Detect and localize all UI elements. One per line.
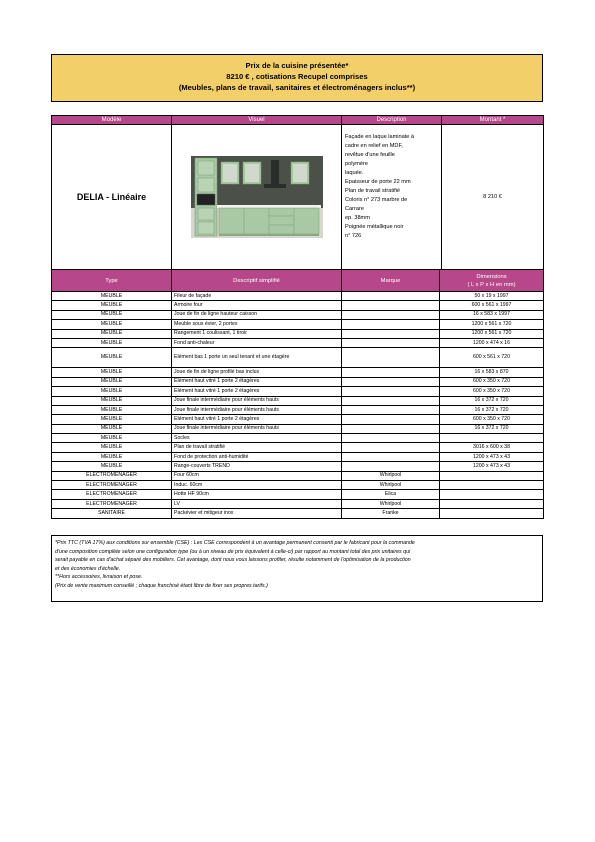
item-desc: Fileur de façade	[172, 292, 342, 301]
item-desc: Fond de protection anti-humidité	[172, 452, 342, 461]
item-brand	[342, 348, 440, 368]
item-dims: 600 x 350 x 720	[440, 387, 544, 396]
col-description: Description	[342, 116, 442, 125]
item-desc: Range-couverts TREND	[172, 462, 342, 471]
item-brand	[342, 396, 440, 405]
item-brand	[342, 301, 440, 310]
item-desc: Fond anti-chaleur	[172, 338, 342, 347]
item-type: MEUBLE	[52, 387, 172, 396]
desc-line: Carrare	[345, 206, 364, 212]
table-row	[52, 443, 544, 452]
item-brand	[342, 434, 440, 443]
item-dims: 1200 x 473 x 43	[440, 452, 544, 461]
desc-line: laquée.	[345, 170, 364, 176]
item-desc: Four 60cm	[172, 471, 342, 480]
item-dims: 16 x 583 x 870	[440, 368, 544, 377]
col-visual: Visuel	[172, 116, 342, 125]
col-amount: Montant *	[442, 116, 544, 125]
item-desc: Joue de fin de ligne profilé bas inclus	[172, 368, 342, 377]
table-row	[52, 462, 544, 471]
dims-title: Dimensions	[476, 273, 507, 280]
item-desc: Induc. 60cm	[172, 481, 342, 490]
kitchen-image	[191, 156, 323, 238]
note-line: (Prix de vente maximum conseillé ; chaque franchisé étant libre de fixer ses propres tarifs.)	[55, 582, 268, 589]
item-type: MEUBLE	[52, 368, 172, 377]
item-type: MEUBLE	[52, 424, 172, 433]
note-line: *Prix TTC (TVA 17%) aux conditions sur ensemble (CSE) : Les CSE correspondent à un avantage permanent consenti par le fabricant pour la commande	[55, 540, 415, 546]
table-row	[52, 509, 544, 518]
item-dims	[440, 509, 544, 518]
table-row	[52, 415, 544, 424]
item-desc: Joue finale intermédiaire pour éléments hauts	[172, 396, 342, 405]
item-dims: 50 x 19 x 1997	[440, 292, 544, 301]
table-row	[52, 310, 544, 319]
table-row	[52, 348, 544, 368]
model-description	[342, 125, 442, 270]
kitchen-visual	[172, 125, 342, 270]
desc-line: ep. 38mm	[345, 215, 370, 221]
note-line: d'une composition complète selon une configuration type (ou à un niveau de prix équivalent à celle-ci) par rapport au montant total des prix unitaires qui	[55, 548, 411, 555]
item-desc: Socles	[172, 434, 342, 443]
item-desc: Rangement 1 coulissant, 1 tiroir	[172, 329, 342, 338]
item-brand	[342, 338, 440, 347]
price-header	[51, 54, 543, 102]
item-type: MEUBLE	[52, 301, 172, 310]
item-type: MEUBLE	[52, 443, 172, 452]
desc-line: Coloris n° 273 marbre de	[345, 197, 408, 203]
item-type: MEUBLE	[52, 292, 172, 301]
item-dims: 600 x 350 x 720	[440, 377, 544, 386]
item-type: MEUBLE	[52, 377, 172, 386]
item-desc: Packévier et mitigeur inox	[172, 509, 342, 518]
desc-line: cadre en relief en MDF,	[345, 143, 403, 149]
item-desc: LV	[172, 499, 342, 508]
table-row	[52, 424, 544, 433]
item-dims	[440, 471, 544, 480]
item-brand	[342, 368, 440, 377]
price-amount: 8210 € , cotisations Recupel comprises	[226, 72, 368, 81]
desc-line: Façade en laque laminate à	[345, 134, 415, 140]
table-row	[52, 434, 544, 443]
item-type: MEUBLE	[52, 415, 172, 424]
item-brand	[342, 415, 440, 424]
table-row	[52, 396, 544, 405]
item-brand	[342, 310, 440, 319]
model-row	[52, 125, 544, 270]
item-type: MEUBLE	[52, 462, 172, 471]
desc-line: Epaisseur de porte 22 mm	[345, 179, 411, 185]
item-brand: Whirlpool	[342, 471, 440, 480]
item-desc: Elément haut vitré 1 porte 2 étagères	[172, 387, 342, 396]
item-type: MEUBLE	[52, 338, 172, 347]
item-dims	[440, 490, 544, 499]
items-table	[51, 269, 544, 519]
table-row	[52, 490, 544, 499]
desc-line: Plan de travail stratifié	[345, 188, 401, 194]
item-desc: Elément haut vitré 1 porte 2 étagères	[172, 415, 342, 424]
item-dims: 16 x 372 x 720	[440, 405, 544, 414]
note-line: et des économies d'échelle.	[55, 565, 121, 572]
item-type: MEUBLE	[52, 329, 172, 338]
item-brand	[342, 329, 440, 338]
table-row	[52, 320, 544, 329]
item-brand	[342, 405, 440, 414]
item-dims: 600 x 350 x 720	[440, 415, 544, 424]
price-inclusions: (Meubles, plans de travail, sanitaires et électroménagers inclus**)	[178, 83, 416, 92]
item-desc: Hotte HF 90cm	[172, 490, 342, 499]
item-brand	[342, 462, 440, 471]
item-type: ELECTROMENAGER	[52, 481, 172, 490]
item-brand	[342, 424, 440, 433]
item-dims: 3016 x 600 x 38	[440, 443, 544, 452]
model-table	[51, 115, 544, 270]
item-brand	[342, 292, 440, 301]
table-row	[52, 368, 544, 377]
col-brand: Marque	[342, 270, 440, 292]
item-type: MEUBLE	[52, 348, 172, 368]
model-name: DELIA - Linéaire	[52, 125, 172, 270]
table-row	[52, 387, 544, 396]
item-type: ELECTROMENAGER	[52, 499, 172, 508]
item-dims: 1200 x 473 x 43	[440, 462, 544, 471]
desc-line: polymère	[345, 161, 369, 167]
item-dims: 1200 x 561 x 720	[440, 329, 544, 338]
item-dims: 16 x 372 x 720	[440, 424, 544, 433]
table-row	[52, 377, 544, 386]
item-brand	[342, 452, 440, 461]
item-type: ELECTROMENAGER	[52, 471, 172, 480]
model-amount: 8 210 €	[442, 125, 544, 270]
note-line: **Hors accessoires, livraison et pose.	[55, 574, 143, 581]
item-brand	[342, 443, 440, 452]
item-desc: Joue finale intermédiaire pour éléments hauts	[172, 424, 342, 433]
desc-line: Poignée métallique noir	[345, 224, 404, 230]
table-row	[52, 499, 544, 508]
item-brand: Whirlpool	[342, 499, 440, 508]
item-desc: Joue finale intermédiaire pour éléments hauts	[172, 405, 342, 414]
table-row	[52, 329, 544, 338]
col-desc: Descriptif simplifié	[172, 270, 342, 292]
dims-unit: ( L x P x H en mm)	[467, 281, 516, 288]
item-dims	[440, 434, 544, 443]
items-table-header	[52, 270, 544, 292]
item-dims: 16 x 583 x 1997	[440, 310, 544, 319]
col-model: Modèle	[52, 116, 172, 125]
item-dims: 16 x 372 x 720	[440, 396, 544, 405]
item-dims: 1200 x 474 x 16	[440, 338, 544, 347]
col-type: Type	[52, 270, 172, 292]
item-desc: Meuble sous évier, 2 portes	[172, 320, 342, 329]
item-type: MEUBLE	[52, 396, 172, 405]
table-row	[52, 292, 544, 301]
item-desc: Plan de travail stratifié	[172, 443, 342, 452]
model-table-header	[52, 116, 544, 125]
table-row	[52, 338, 544, 347]
note-line: serait payable en cas d'achat séparé des mobiliers. Cet avantage, dont nous vous laissons profiter, résulte notamment de l'optimisation de la production	[55, 557, 411, 564]
table-row	[52, 452, 544, 461]
item-brand: Franke	[342, 509, 440, 518]
item-dims	[440, 499, 544, 508]
item-dims: 1200 x 561 x 720	[440, 320, 544, 329]
item-type: MEUBLE	[52, 405, 172, 414]
table-row	[52, 301, 544, 310]
item-brand: Whirlpool	[342, 481, 440, 490]
item-type: ELECTROMENAGER	[52, 490, 172, 499]
desc-line: revêtue d'une feuille	[345, 152, 395, 158]
item-brand	[342, 387, 440, 396]
item-desc: Armoire four	[172, 301, 342, 310]
item-dims: 600 x 561 x 1997	[440, 301, 544, 310]
item-desc: Joue de fin de ligne hauteur caisson	[172, 310, 342, 319]
item-brand: Elica	[342, 490, 440, 499]
item-type: MEUBLE	[52, 452, 172, 461]
table-row	[52, 481, 544, 490]
notes-box	[51, 535, 543, 602]
item-brand	[342, 320, 440, 329]
item-brand	[342, 377, 440, 386]
item-desc: Elément bas 1 porte un seul tenant et une étagère	[172, 348, 342, 368]
col-dimensions	[440, 270, 544, 292]
table-row	[52, 471, 544, 480]
table-row	[52, 405, 544, 414]
item-dims: 600 x 561 x 720	[440, 348, 544, 368]
item-desc: Elément haut vitré 1 porte 2 étagères	[172, 377, 342, 386]
price-title: Prix de la cuisine présentée*	[245, 61, 349, 70]
item-type: MEUBLE	[52, 310, 172, 319]
item-type: MEUBLE	[52, 434, 172, 443]
desc-line: n° 726	[345, 233, 362, 239]
items-body	[52, 292, 544, 519]
item-dims	[440, 481, 544, 490]
item-type: SANITAIRE	[52, 509, 172, 518]
item-type: MEUBLE	[52, 320, 172, 329]
